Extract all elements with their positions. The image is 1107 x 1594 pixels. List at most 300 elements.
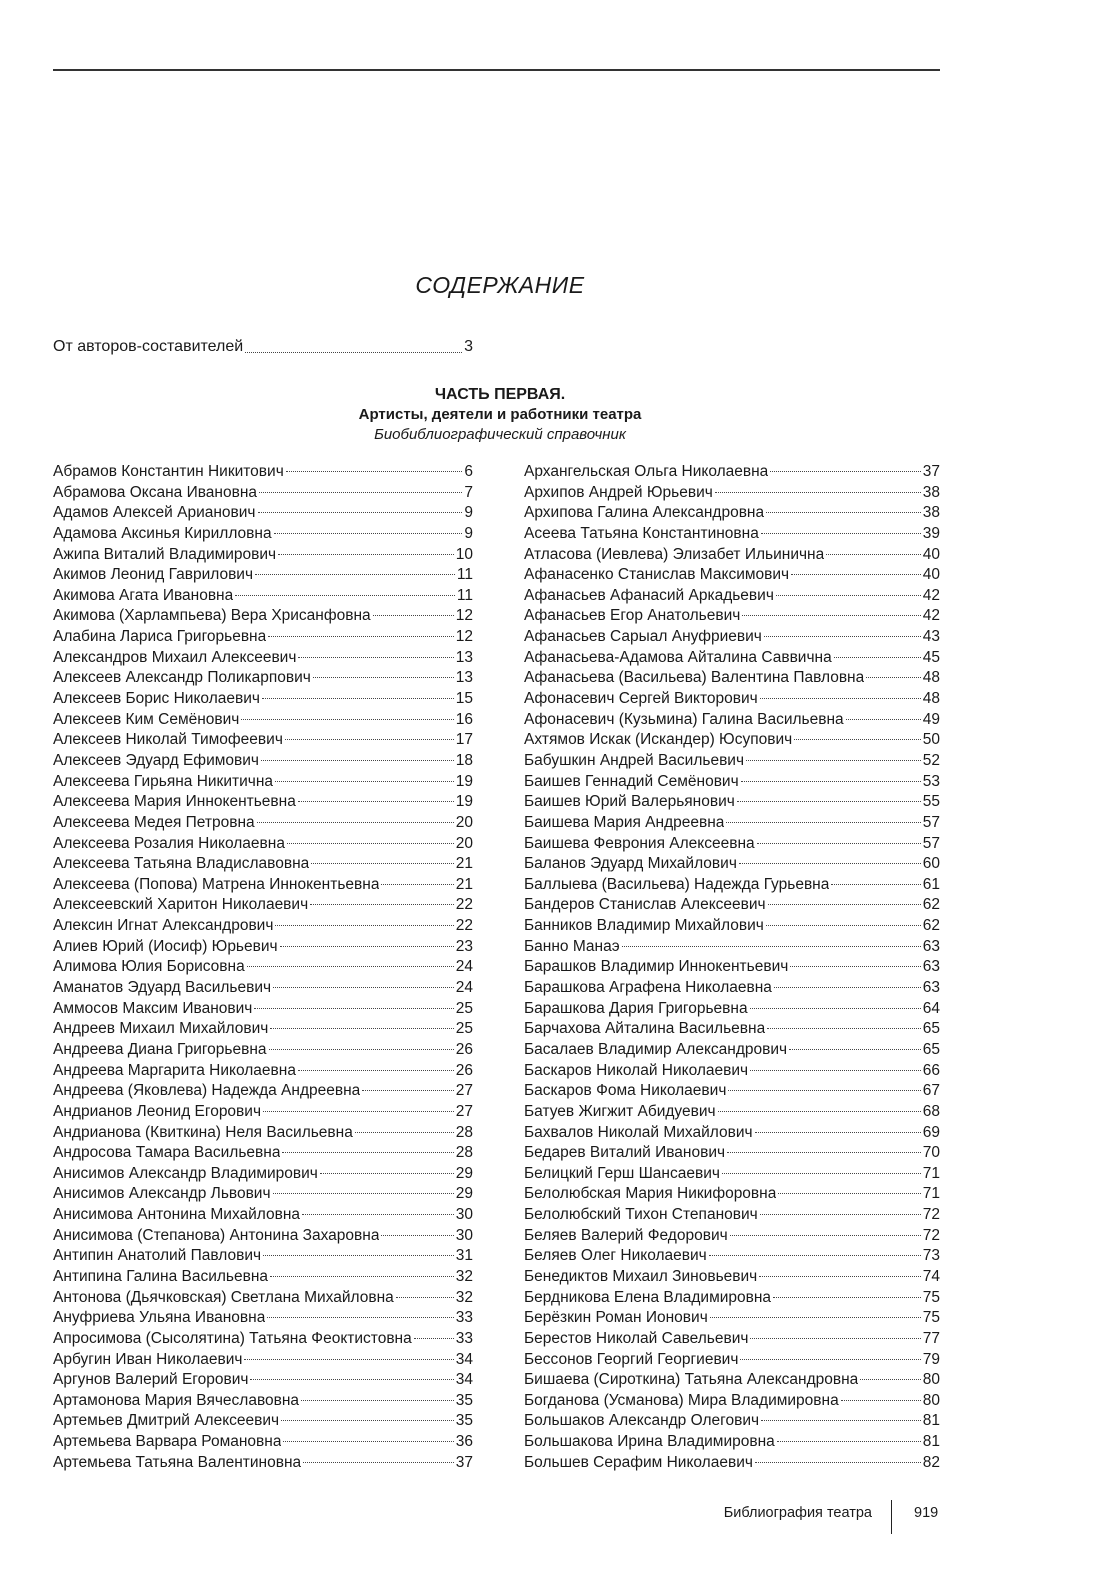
toc-entry-page: 12 [455, 607, 473, 625]
dot-leader [302, 1214, 454, 1215]
part-description: Биобиблиографический справочник [374, 426, 626, 443]
toc-entry[interactable] [524, 1370, 940, 1391]
toc-entry-name: Беляев Олег Николаевич [524, 1247, 707, 1265]
toc-entry[interactable] [524, 772, 940, 793]
toc-entry[interactable] [524, 1226, 940, 1247]
toc-entry[interactable] [53, 1184, 473, 1205]
toc-entry[interactable] [53, 627, 473, 648]
toc-entry[interactable] [524, 668, 940, 689]
toc-entry-name: Афанасьева (Васильева) Валентина Павловна [524, 669, 865, 687]
toc-entry[interactable] [53, 503, 473, 524]
toc-entry-page: 72 [922, 1226, 940, 1244]
toc-entry-page: 32 [455, 1267, 473, 1285]
toc-entry[interactable] [53, 545, 473, 566]
dot-leader [750, 1338, 920, 1339]
dot-leader [320, 1173, 454, 1174]
dot-leader [414, 1338, 454, 1339]
toc-entry[interactable] [524, 503, 940, 524]
toc-entry-name: Афанасьев Афанасий Аркадьевич [524, 586, 774, 604]
toc-entry[interactable] [53, 1143, 473, 1164]
toc-entry-page: 33 [455, 1329, 473, 1347]
toc-entry-page: 48 [922, 690, 940, 708]
dot-leader [373, 615, 454, 616]
dot-leader [846, 719, 921, 720]
toc-entry-page: 21 [455, 875, 473, 893]
toc-entry-name: Алексеев Александр Поликарпович [53, 669, 311, 687]
dot-leader [274, 533, 463, 534]
toc-entry[interactable] [53, 1040, 473, 1061]
toc-entry-name: Афанасьев Сарыал Ануфриевич [524, 628, 762, 646]
dot-leader [275, 925, 453, 926]
toc-entry-page: 9 [464, 524, 473, 542]
toc-entry[interactable] [53, 565, 473, 586]
toc-entry[interactable] [524, 916, 940, 937]
dot-leader [770, 471, 920, 472]
toc-entry-name: Алексеева Медея Петровна [53, 813, 255, 831]
toc-entry-page: 68 [922, 1102, 940, 1120]
toc-entry[interactable] [53, 1102, 473, 1123]
toc-entry-page: 52 [922, 751, 940, 769]
toc-entry[interactable] [524, 813, 940, 834]
toc-entry[interactable] [53, 792, 473, 813]
toc-entry[interactable] [53, 1061, 473, 1082]
dot-leader [282, 1152, 453, 1153]
toc-entry-name: Артемьева Татьяна Валентиновна [53, 1453, 302, 1471]
toc-entry-name: Белолюбская Мария Никифоровна [524, 1185, 777, 1203]
toc-entry[interactable] [53, 772, 473, 793]
toc-entry[interactable] [53, 813, 473, 834]
toc-entry-page: 37 [922, 463, 940, 480]
toc-entry[interactable] [53, 1370, 473, 1391]
toc-entry-page: 19 [455, 793, 473, 811]
toc-entry-name: Банников Владимир Михайлович [524, 917, 764, 935]
toc-entry[interactable] [524, 586, 940, 607]
toc-entry-name: Берёзкин Роман Ионович [524, 1309, 708, 1327]
toc-entry-page: 24 [455, 979, 473, 997]
toc-entry-page: 6 [464, 463, 473, 480]
dot-leader [313, 677, 454, 678]
toc-entry-page: 42 [922, 607, 940, 625]
dot-leader [258, 512, 463, 513]
dot-leader [791, 574, 921, 575]
toc-entry[interactable] [524, 834, 940, 855]
dot-leader [760, 1214, 921, 1215]
dot-leader [715, 492, 921, 493]
toc-entry[interactable] [524, 1019, 940, 1040]
toc-entry-name: Афанасенко Станислав Максимович [524, 566, 790, 584]
toc-entry[interactable] [524, 937, 940, 958]
footer-divider [891, 1500, 892, 1534]
toc-entry-page: 22 [455, 917, 473, 935]
toc-entry-name: Артемьев Дмитрий Алексеевич [53, 1412, 280, 1430]
toc-entry-page: 39 [922, 524, 940, 542]
dot-leader [263, 1111, 454, 1112]
toc-entry-page: 38 [922, 483, 940, 501]
toc-entry-page: 27 [455, 1082, 473, 1100]
toc-entry-page: 33 [455, 1309, 473, 1327]
toc-entry-name: Анисимов Александр Владимирович [53, 1164, 318, 1182]
toc-entry-name: Афонасевич Сергей Викторович [524, 690, 758, 708]
dot-leader [235, 595, 455, 596]
toc-entry[interactable] [524, 462, 940, 483]
toc-entry-page: 9 [464, 504, 473, 522]
toc-entry-name: Антипина Галина Васильевна [53, 1267, 269, 1285]
dot-leader [355, 1132, 454, 1133]
toc-entry[interactable] [524, 957, 940, 978]
toc-entry[interactable] [53, 1205, 473, 1226]
toc-entry-page: 29 [455, 1164, 473, 1182]
toc-entry[interactable] [524, 1391, 940, 1412]
toc-intro-label: От авторов-составителей [53, 338, 244, 355]
toc-entry[interactable] [53, 606, 473, 627]
toc-entry[interactable] [524, 1205, 940, 1226]
toc-entry[interactable] [524, 648, 940, 669]
toc-entry[interactable] [524, 1061, 940, 1082]
page-title: СОДЕРЖАНИЕ [415, 272, 585, 298]
dot-leader [766, 925, 921, 926]
toc-entry[interactable] [53, 999, 473, 1020]
toc-entry-name: Бенедиктов Михаил Зиновьевич [524, 1267, 758, 1285]
toc-entry[interactable] [524, 545, 940, 566]
dot-leader [776, 595, 921, 596]
toc-intro-entry[interactable] [53, 337, 473, 357]
page-number: 919 [914, 1505, 939, 1521]
toc-entry-page: 23 [455, 937, 473, 955]
dot-leader [728, 1090, 920, 1091]
toc-entry-name: Архипов Андрей Юрьевич [524, 483, 713, 501]
dot-leader [778, 1193, 920, 1194]
toc-entry-name: Баишева Мария Андреевна [524, 813, 725, 831]
dot-leader [268, 636, 454, 637]
dot-leader [278, 554, 454, 555]
dot-leader [860, 1379, 920, 1380]
toc-entry[interactable] [53, 689, 473, 710]
toc-entry-page: 61 [922, 875, 940, 893]
dot-leader [286, 471, 463, 472]
toc-entry-name: Бедарев Виталий Иванович [524, 1144, 726, 1162]
toc-entry[interactable] [524, 565, 940, 586]
toc-entry-page: 73 [922, 1247, 940, 1265]
toc-entry[interactable] [53, 1246, 473, 1267]
toc-entry-page: 57 [922, 813, 940, 831]
toc-entry[interactable] [524, 730, 940, 751]
toc-entry-name: Алексеевский Харитон Николаевич [53, 896, 309, 914]
toc-entry[interactable] [53, 937, 473, 958]
toc-entry-name: Архангельская Ольга Николаевна [524, 463, 769, 480]
dot-leader [298, 657, 453, 658]
toc-entry-page: 45 [922, 648, 940, 666]
toc-entry-name: Алексеева Розалия Николаевна [53, 834, 285, 852]
toc-entry-name: Белицкий Герш Шансаевич [524, 1164, 720, 1182]
toc-entry-name: Абрамова Оксана Ивановна [53, 483, 258, 501]
toc-entry[interactable] [524, 1040, 940, 1061]
toc-entry[interactable] [524, 751, 940, 772]
toc-entry-page: 21 [455, 855, 473, 873]
toc-entry[interactable] [53, 730, 473, 751]
toc-entry[interactable] [53, 1267, 473, 1288]
dot-leader [257, 822, 454, 823]
toc-entry-name: Алиев Юрий (Иосиф) Юрьевич [53, 937, 278, 955]
toc-entry[interactable] [53, 586, 473, 607]
toc-entry-page: 40 [922, 545, 940, 563]
toc-entry[interactable] [53, 895, 473, 916]
dot-leader [755, 1462, 921, 1463]
dot-leader [303, 1462, 454, 1463]
toc-entry-page: 50 [922, 731, 940, 749]
toc-entry[interactable] [524, 1411, 940, 1432]
dot-leader [739, 863, 921, 864]
toc-entry-page: 82 [922, 1453, 940, 1471]
toc-entry-name: Алексеев Эдуард Ефимович [53, 751, 259, 769]
toc-entry[interactable] [524, 875, 940, 896]
toc-entry-name: Алексеева Гирьяна Никитична [53, 772, 273, 790]
toc-entry[interactable] [524, 627, 940, 648]
toc-entry[interactable] [53, 483, 473, 504]
toc-entry-page: 62 [922, 917, 940, 935]
toc-entry[interactable] [53, 1123, 473, 1144]
toc-entry[interactable] [53, 854, 473, 875]
dot-leader [777, 1441, 921, 1442]
toc-entry-name: Баишев Геннадий Семёнович [524, 772, 739, 790]
toc-entry-page: 20 [455, 813, 473, 831]
toc-entry[interactable] [53, 648, 473, 669]
dot-leader [790, 966, 920, 967]
dot-leader [270, 1276, 454, 1277]
toc-entry-name: Антипин Анатолий Павлович [53, 1247, 262, 1265]
toc-entry-page: 35 [455, 1412, 473, 1430]
dot-leader [267, 1317, 453, 1318]
toc-entry[interactable] [524, 1081, 940, 1102]
toc-entry[interactable] [524, 1246, 940, 1267]
toc-entry-name: Афонасевич (Кузьмина) Галина Васильевна [524, 710, 844, 728]
toc-entry[interactable] [53, 1226, 473, 1247]
toc-entry[interactable] [524, 1308, 940, 1329]
toc-entry[interactable] [524, 1143, 940, 1164]
toc-entry-page: 72 [922, 1206, 940, 1224]
toc-entry-page: 29 [455, 1185, 473, 1203]
toc-entry-page: 35 [455, 1391, 473, 1409]
toc-entry-name: Аманатов Эдуард Васильевич [53, 979, 272, 997]
toc-entry[interactable] [524, 1267, 940, 1288]
toc-entry-page: 24 [455, 958, 473, 976]
toc-entry-name: Анисимова (Степанова) Антонина Захаровна [53, 1226, 380, 1244]
toc-entry-name: Акимова (Харлампьева) Вера Хрисанфовна [53, 607, 371, 625]
toc-entry-name: Баишева Феврония Алексеевна [524, 834, 755, 852]
dot-leader [773, 1297, 921, 1298]
dot-leader [298, 801, 454, 802]
toc-entry[interactable] [53, 1453, 473, 1474]
toc-entry-page: 66 [922, 1061, 940, 1079]
toc-entry[interactable] [524, 1350, 940, 1371]
dot-leader [760, 698, 921, 699]
toc-entry[interactable] [524, 978, 940, 999]
toc-entry-name: Бердникова Елена Владимировна [524, 1288, 772, 1306]
toc-entry[interactable] [53, 875, 473, 896]
dot-leader [287, 843, 454, 844]
toc-entry-page: 80 [922, 1371, 940, 1389]
toc-entry-page: 64 [922, 999, 940, 1017]
dot-leader [750, 1070, 921, 1071]
dot-leader [275, 781, 454, 782]
dot-leader [301, 1400, 454, 1401]
toc-entry-name: Баишев Юрий Валерьянович [524, 793, 735, 811]
toc-entry[interactable] [524, 792, 940, 813]
toc-entry[interactable] [524, 999, 940, 1020]
toc-entry-name: Адамова Аксинья Кирилловна [53, 524, 272, 542]
toc-entry[interactable] [53, 1308, 473, 1329]
toc-entry-name: Барчахова Айталина Васильевна [524, 1020, 766, 1038]
toc-entry-name: Антонова (Дьячковская) Светлана Михайловна [53, 1288, 394, 1306]
toc-entry-page: 77 [922, 1329, 940, 1347]
toc-entry-page: 27 [455, 1102, 473, 1120]
toc-entry[interactable] [53, 524, 473, 545]
dot-leader [722, 1173, 921, 1174]
toc-entry[interactable] [53, 668, 473, 689]
toc-entry-page: 71 [922, 1185, 940, 1203]
toc-entry[interactable] [53, 1432, 473, 1453]
toc-entry-name: Андреев Михаил Михайлович [53, 1020, 269, 1038]
toc-entry[interactable] [524, 1329, 940, 1350]
toc-entry-page: 38 [922, 504, 940, 522]
toc-entry-name: Александров Михаил Алексеевич [53, 648, 297, 666]
toc-entry-page: 40 [922, 566, 940, 584]
dot-leader [750, 1008, 921, 1009]
dot-leader [741, 781, 921, 782]
toc-entry[interactable] [524, 483, 940, 504]
dot-leader [767, 1028, 921, 1029]
toc-entry[interactable] [53, 957, 473, 978]
toc-entry[interactable] [524, 1184, 940, 1205]
dot-leader [285, 739, 454, 740]
dot-leader [280, 946, 454, 947]
toc-entry-page: 75 [922, 1288, 940, 1306]
toc-entry-page: 20 [455, 834, 473, 852]
toc-entry-name: Афанасьева-Адамова Айталина Саввична [524, 648, 832, 666]
dot-leader [262, 698, 454, 699]
dot-leader [834, 657, 921, 658]
dot-leader [761, 1420, 921, 1421]
toc-entry-page: 11 [456, 586, 473, 604]
toc-entry[interactable] [53, 1391, 473, 1412]
toc-entry-page: 67 [922, 1082, 940, 1100]
toc-entry[interactable] [53, 751, 473, 772]
toc-entry[interactable] [53, 1081, 473, 1102]
toc-entry[interactable] [524, 854, 940, 875]
part-title: ЧАСТЬ ПЕРВАЯ. [434, 386, 566, 403]
toc-entry[interactable] [53, 1350, 473, 1371]
toc-entry-name: Адамов Алексей Арианович [53, 504, 256, 522]
dot-leader [866, 677, 921, 678]
toc-entry-name: Андреева (Яковлева) Надежда Андреевна [53, 1082, 361, 1100]
toc-entry-name: Большакова Ирина Владимировна [524, 1433, 775, 1451]
dot-leader [254, 1008, 453, 1009]
toc-entry-name: Ануфриева Ульяна Ивановна [53, 1309, 266, 1327]
toc-entry-name: Алексеев Николай Тимофеевич [53, 731, 283, 749]
toc-entry[interactable] [53, 978, 473, 999]
toc-entry[interactable] [524, 1432, 940, 1453]
toc-entry-page: 7 [464, 483, 473, 501]
toc-entry-page: 42 [922, 586, 940, 604]
dot-leader [768, 904, 921, 905]
toc-entry[interactable] [524, 1453, 940, 1474]
toc-entry-page: 34 [455, 1371, 473, 1389]
toc-entry-name: Атласова (Иевлева) Элизабет Ильинична [524, 545, 825, 563]
dot-leader [273, 987, 454, 988]
toc-entry[interactable] [53, 1019, 473, 1040]
dot-leader [250, 1379, 453, 1380]
toc-entry[interactable] [524, 1123, 940, 1144]
toc-entry[interactable] [524, 1102, 940, 1123]
toc-entry-name: Банно Манаэ [524, 937, 620, 955]
toc-entry-name: Беляев Валерий Федорович [524, 1226, 728, 1244]
toc-entry[interactable] [53, 710, 473, 731]
toc-entry[interactable] [53, 1164, 473, 1185]
toc-entry-page: 71 [922, 1164, 940, 1182]
dot-leader [259, 492, 462, 493]
dot-leader [826, 554, 921, 555]
toc-entry-name: Большаков Александр Олегович [524, 1412, 760, 1430]
toc-entry-page: 18 [455, 751, 473, 769]
toc-entry[interactable] [524, 1288, 940, 1309]
toc-entry-page: 69 [922, 1123, 940, 1141]
toc-entry-page: 63 [922, 937, 940, 955]
toc-entry-page: 26 [455, 1061, 473, 1079]
toc-entry[interactable] [524, 1164, 940, 1185]
toc-entry-page: 49 [922, 710, 940, 728]
toc-entry-name: Бишаева (Сироткина) Татьяна Александровна [524, 1371, 859, 1389]
toc-entry[interactable] [53, 1288, 473, 1309]
toc-entry[interactable] [524, 895, 940, 916]
toc-entry-name: Афанасьев Егор Анатольевич [524, 607, 741, 625]
toc-entry[interactable] [524, 606, 940, 627]
toc-entry-page: 28 [455, 1123, 473, 1141]
toc-entry-name: Баланов Эдуард Михайлович [524, 855, 737, 873]
toc-entry[interactable] [53, 462, 473, 483]
toc-entry-name: Аргунов Валерий Егорович [53, 1371, 249, 1389]
toc-entry-name: Бандеров Станислав Алексеевич [524, 896, 766, 914]
dot-leader [241, 719, 453, 720]
dot-leader [270, 1028, 453, 1029]
toc-entry-page: 74 [922, 1267, 940, 1285]
toc-entry-page: 10 [455, 545, 473, 563]
footer-label: Библиография театра [723, 1505, 872, 1521]
dot-leader [766, 512, 921, 513]
dot-leader [742, 615, 920, 616]
toc-entry-name: Барашкова Аграфена Николаевна [524, 979, 772, 997]
dot-leader [283, 1441, 453, 1442]
toc-entry-name: Акимов Леонид Гаврилович [53, 566, 254, 584]
toc-entry[interactable] [53, 1411, 473, 1432]
dot-leader [718, 1111, 921, 1112]
toc-entry-name: Алимова Юлия Борисовна [53, 958, 245, 976]
toc-entry[interactable] [53, 834, 473, 855]
toc-entry-page: 22 [455, 896, 473, 914]
dot-leader [789, 1049, 921, 1050]
dot-leader [764, 636, 921, 637]
toc-entry-name: Баллыева (Васильева) Надежда Гурьевна [524, 875, 830, 893]
toc-entry[interactable] [524, 689, 940, 710]
toc-entry[interactable] [524, 710, 940, 731]
toc-entry-page: 30 [455, 1206, 473, 1224]
toc-entry[interactable] [53, 1329, 473, 1350]
toc-entry[interactable] [524, 524, 940, 545]
dot-leader [755, 1132, 921, 1133]
toc-entry[interactable] [53, 916, 473, 937]
dot-leader [396, 1297, 454, 1298]
dot-leader [774, 987, 921, 988]
dot-leader [381, 1235, 453, 1236]
dot-leader [247, 966, 454, 967]
